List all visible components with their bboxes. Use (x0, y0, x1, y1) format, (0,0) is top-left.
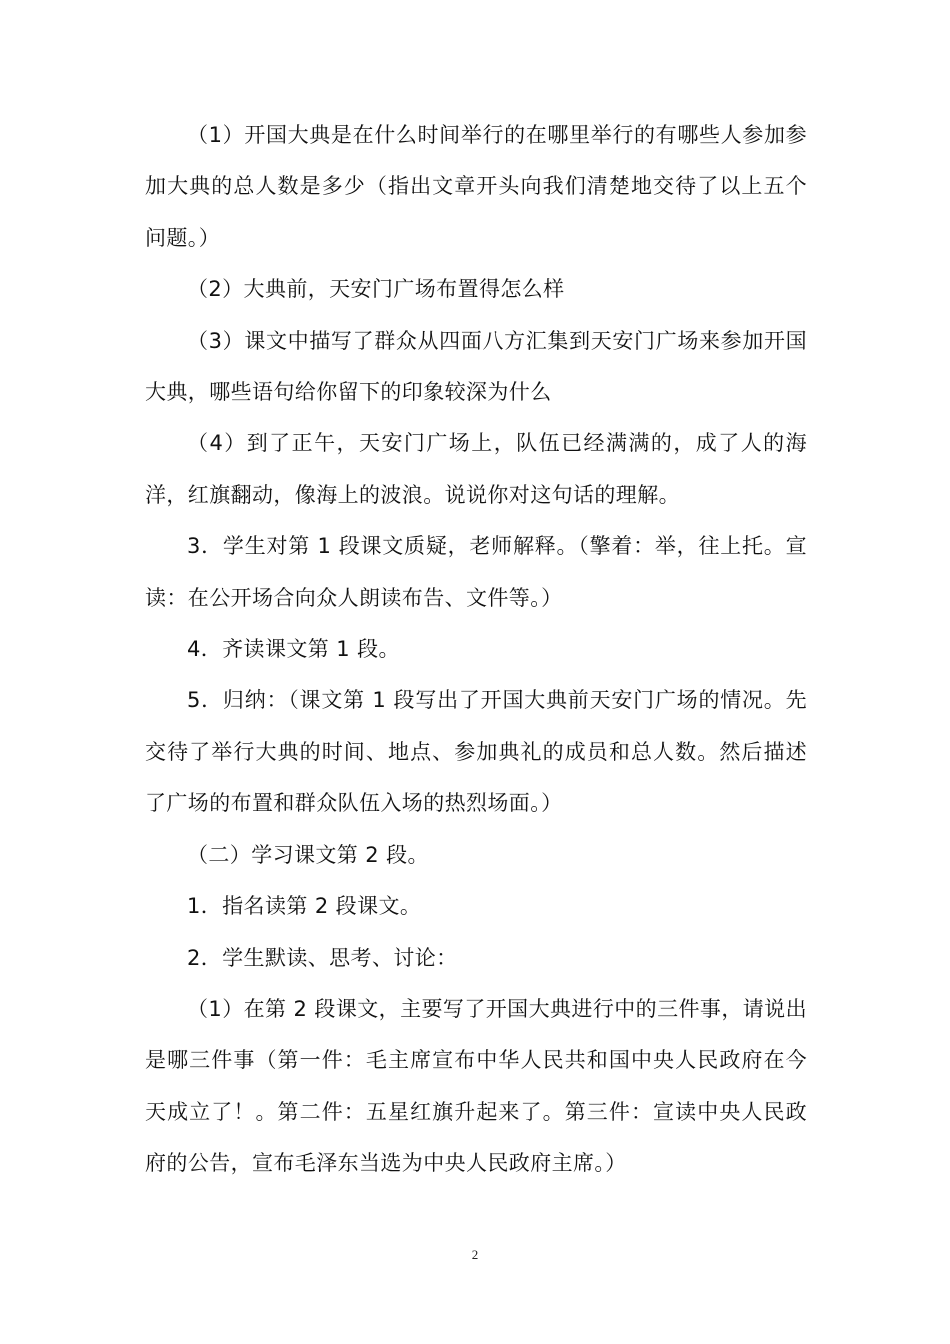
paragraph-step-5: 5．归纳：（课文第 1 段写出了开国大典前天安门广场的情况。先交待了举行大典的时间、地点、参加典礼的成员和总人数。然后描述了广场的布置和群众队伍入场的热烈场面。） (145, 688, 807, 816)
section-heading-2: （二）学习课文第 2 段。 (187, 842, 429, 867)
document-body (145, 110, 807, 1190)
paragraph-question-1: （1）开国大典是在什么时间举行的在哪里举行的有哪些人参加参加大典的总人数是多少（指出文章开头向我们清楚地交待了以上五个问题。） (145, 123, 807, 250)
paragraph-question-4: （4）到了正午，天安门广场上，队伍已经满满的，成了人的海洋，红旗翻动，像海上的波浪。说说你对这句话的理解。 (145, 431, 807, 507)
paragraph-step-2: 2．学生默读、思考、讨论： (187, 945, 458, 970)
paragraph-question-1-section-2: （1）在第 2 段课文，主要写了开国大典进行中的三件事，请说出是哪三件事（第一件：毛主席宣布中华人民共和国中央人民政府在今天成立了！。第二件：五星红旗升起来了。第三件：宣读中央人民政府的公告，宣布毛泽东当选为中央人民政府主席。） (145, 996, 807, 1176)
paragraph-question-3: （3）课文中描写了群众从四面八方汇集到天安门广场来参加开国大典，哪些语句给你留下的印象较深为什么 (145, 328, 807, 405)
paragraph-step-4: 4．齐读课文第 1 段。 (187, 637, 400, 662)
page-number: 2 (471, 1247, 479, 1262)
paragraph-step-1: 1．指名读第 2 段课文。 (187, 894, 422, 919)
paragraph-question-2: （2）大典前，天安门广场布置得怎么样 (187, 277, 565, 302)
paragraph-step-3: 3．学生对第 1 段课文质疑，老师解释。（擎着：举，往上托。宣读：在公开场合向众人朗读布告、文件等。） (145, 534, 807, 610)
